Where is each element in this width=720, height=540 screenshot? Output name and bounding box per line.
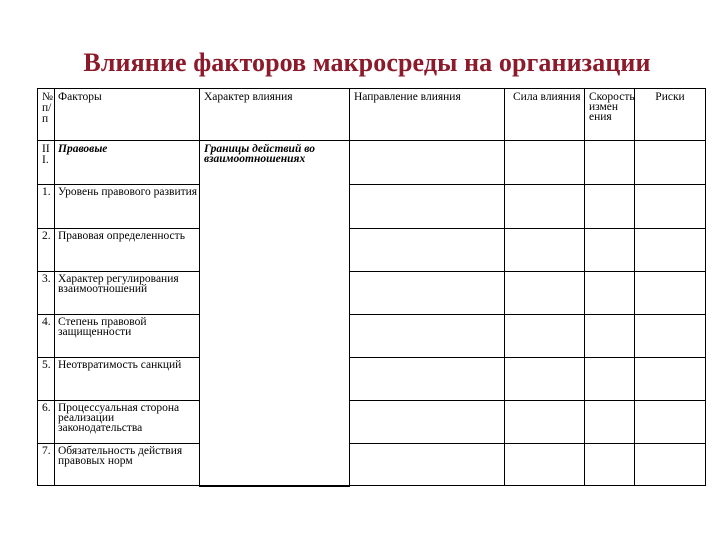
table-row (38, 272, 706, 315)
cell (350, 315, 505, 358)
header-character: Характер влияния (200, 89, 350, 141)
cell (505, 444, 585, 486)
row-label: Процессуальная сторона реализации законодательства (55, 401, 200, 444)
macro-factors-table (37, 88, 706, 487)
cell (585, 315, 635, 358)
table-row (38, 358, 706, 401)
row-num: 6. (38, 401, 55, 444)
cell (585, 272, 635, 315)
cell (635, 185, 706, 229)
row-label: Уровень правового развития (55, 185, 200, 229)
row-num: 5. (38, 358, 55, 401)
page-title: Влияние факторов макросреды на организации (83, 48, 651, 77)
cell (635, 401, 706, 444)
table-row (38, 315, 706, 358)
row-num: 3. (38, 272, 55, 315)
cell (635, 229, 706, 272)
table-row (38, 229, 706, 272)
cell (505, 185, 585, 229)
cell (350, 229, 505, 272)
cell (350, 185, 505, 229)
cell (635, 444, 706, 486)
header-speed: Скорость измен ения (585, 89, 635, 141)
cell (585, 229, 635, 272)
cell (505, 358, 585, 401)
cell (350, 272, 505, 315)
cell (635, 358, 706, 401)
header-strength: Сила влияния (505, 89, 585, 141)
row-label: Неотвратимость санкций (55, 358, 200, 401)
row-label: Характер регулирования взаимоотношений (55, 272, 200, 315)
cell (585, 141, 635, 185)
header-factors: Факторы (55, 89, 200, 141)
row-label: Обязательность действия правовых норм (55, 444, 200, 486)
cell (635, 141, 706, 185)
cell (350, 444, 505, 486)
header-direction: Направление влияния (350, 89, 505, 141)
cell (585, 401, 635, 444)
section-label: Правовые (55, 141, 200, 185)
cell (505, 141, 585, 185)
header-risks: Риски (635, 89, 706, 141)
cell (505, 315, 585, 358)
cell (350, 401, 505, 444)
cell (635, 272, 706, 315)
row-num: 4. (38, 315, 55, 358)
row-num: 1. (38, 185, 55, 229)
header-num: № п/п (38, 89, 55, 141)
table-row (38, 444, 706, 486)
table-row (38, 401, 706, 444)
header-row (38, 89, 706, 141)
cell (585, 444, 635, 486)
section-num: III. (38, 141, 55, 185)
table-row (38, 185, 706, 229)
row-num: 2. (38, 229, 55, 272)
cell (635, 315, 706, 358)
cell (585, 185, 635, 229)
section-character-note: Границы действий во взаимоотношениях (200, 141, 350, 486)
cell (585, 358, 635, 401)
cell (505, 272, 585, 315)
cell (505, 401, 585, 444)
row-label: Степень правовой защищенности (55, 315, 200, 358)
section-row (38, 141, 706, 185)
cell (350, 358, 505, 401)
row-label: Правовая определенность (55, 229, 200, 272)
row-num: 7. (38, 444, 55, 486)
cell (505, 229, 585, 272)
cell (350, 141, 505, 185)
